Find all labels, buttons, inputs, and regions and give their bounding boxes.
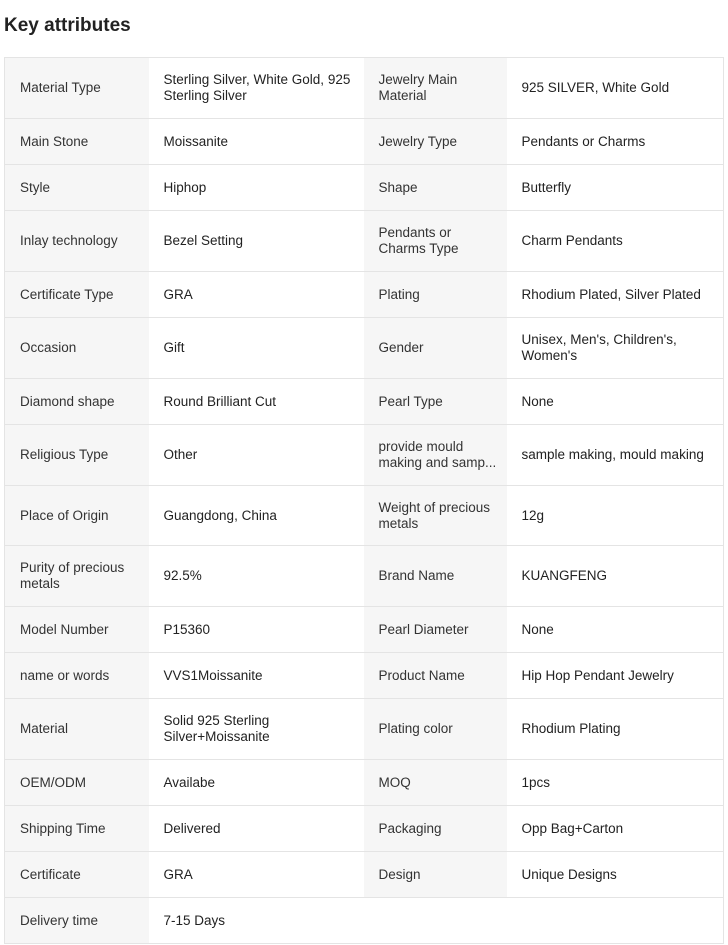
attribute-label: Style bbox=[5, 165, 149, 211]
table-row bbox=[5, 806, 724, 852]
attribute-label: Purity of precious metals bbox=[5, 546, 149, 607]
attribute-label: Plating bbox=[364, 272, 507, 318]
attribute-label: Pearl Type bbox=[364, 379, 507, 425]
table-row bbox=[5, 272, 724, 318]
attribute-value: Rhodium Plating bbox=[507, 699, 724, 760]
empty-cell bbox=[364, 898, 724, 944]
table-row bbox=[5, 318, 724, 379]
table-row bbox=[5, 119, 724, 165]
attribute-label: Shipping Time bbox=[5, 806, 149, 852]
attribute-value: Guangdong, China bbox=[149, 486, 364, 546]
attribute-value-text: sample making, mould making bbox=[521, 447, 704, 462]
attribute-value: 92.5% bbox=[149, 546, 364, 607]
table-row bbox=[5, 760, 724, 806]
attribute-label: Religious Type bbox=[5, 425, 149, 486]
attribute-value: None bbox=[507, 607, 724, 653]
attribute-value: Unique Designs bbox=[507, 852, 724, 898]
attribute-label: Place of Origin bbox=[5, 486, 149, 546]
table-row bbox=[5, 546, 724, 607]
attribute-value: GRA bbox=[149, 272, 364, 318]
attribute-value: Sterling Silver, White Gold, 925 Sterling Silver bbox=[149, 58, 364, 119]
section-title: Key attributes bbox=[4, 15, 131, 36]
attribute-value: VVS1Moissanite bbox=[149, 653, 364, 699]
attribute-value: Solid 925 Sterling Silver+Moissanite bbox=[149, 699, 364, 760]
attribute-label: Plating color bbox=[364, 699, 507, 760]
attribute-value: Hiphop bbox=[149, 165, 364, 211]
attribute-label: Gender bbox=[364, 318, 507, 379]
attribute-label: Material bbox=[5, 699, 149, 760]
attribute-value: Bezel Setting bbox=[149, 211, 364, 272]
attribute-value: Round Brilliant Cut bbox=[149, 379, 364, 425]
attribute-value: 1pcs bbox=[507, 760, 724, 806]
attribute-label: Certificate Type bbox=[5, 272, 149, 318]
table-row bbox=[5, 165, 724, 211]
attribute-label: Certificate bbox=[5, 852, 149, 898]
attribute-label: Pearl Diameter bbox=[364, 607, 507, 653]
table-row bbox=[5, 852, 724, 898]
attribute-label: provide mould making and samp... bbox=[364, 425, 507, 486]
table-row bbox=[5, 211, 724, 272]
attribute-label: Packaging bbox=[364, 806, 507, 852]
table-row bbox=[5, 58, 724, 119]
attribute-value: Butterfly bbox=[507, 165, 724, 211]
attribute-value: Gift bbox=[149, 318, 364, 379]
attribute-label: OEM/ODM bbox=[5, 760, 149, 806]
attribute-label: Inlay technology bbox=[5, 211, 149, 272]
attribute-value: Other bbox=[149, 425, 364, 486]
attribute-value: Opp Bag+Carton bbox=[507, 806, 724, 852]
table-row bbox=[5, 425, 724, 486]
attribute-value: Charm Pendants bbox=[507, 211, 724, 272]
attribute-label: Brand Name bbox=[364, 546, 507, 607]
attribute-value: Unisex, Men's, Children's, Women's bbox=[507, 318, 724, 379]
attribute-value: Hip Hop Pendant Jewelry bbox=[507, 653, 724, 699]
attribute-value: Pendants or Charms bbox=[507, 119, 724, 165]
table-row bbox=[5, 699, 724, 760]
attribute-label: Occasion bbox=[5, 318, 149, 379]
attribute-value: P15360 bbox=[149, 607, 364, 653]
attribute-value: Availabe bbox=[149, 760, 364, 806]
table-row bbox=[5, 379, 724, 425]
attribute-label: Material Type bbox=[5, 58, 149, 119]
attribute-value: 7-15 Days bbox=[149, 898, 364, 944]
attribute-value: Moissanite bbox=[149, 119, 364, 165]
attribute-label: Delivery time bbox=[5, 898, 149, 944]
attribute-value: KUANGFENG bbox=[507, 546, 724, 607]
attribute-label: Jewelry Type bbox=[364, 119, 507, 165]
attribute-label: Shape bbox=[364, 165, 507, 211]
attribute-label: Model Number bbox=[5, 607, 149, 653]
attribute-label: name or words bbox=[5, 653, 149, 699]
attribute-value: Rhodium Plated, Silver Plated bbox=[507, 272, 724, 318]
attribute-label: Jewelry Main Material bbox=[364, 58, 507, 119]
attribute-value: Delivered bbox=[149, 806, 364, 852]
attribute-value: 925 SILVER, White Gold bbox=[507, 58, 724, 119]
table-row bbox=[5, 486, 724, 546]
attribute-value: 12g bbox=[507, 486, 724, 546]
table-row bbox=[5, 607, 724, 653]
attribute-label: Main Stone bbox=[5, 119, 149, 165]
table-row bbox=[5, 653, 724, 699]
attribute-value bbox=[507, 425, 724, 486]
attribute-label: MOQ bbox=[364, 760, 507, 806]
attribute-label: Design bbox=[364, 852, 507, 898]
attribute-label: Pendants or Charms Type bbox=[364, 211, 507, 272]
attribute-label: Diamond shape bbox=[5, 379, 149, 425]
attribute-label: Product Name bbox=[364, 653, 507, 699]
key-attributes-table bbox=[4, 57, 724, 944]
attribute-value: None bbox=[507, 379, 724, 425]
table-row bbox=[5, 898, 724, 944]
attribute-label: Weight of precious metals bbox=[364, 486, 507, 546]
attribute-value: GRA bbox=[149, 852, 364, 898]
